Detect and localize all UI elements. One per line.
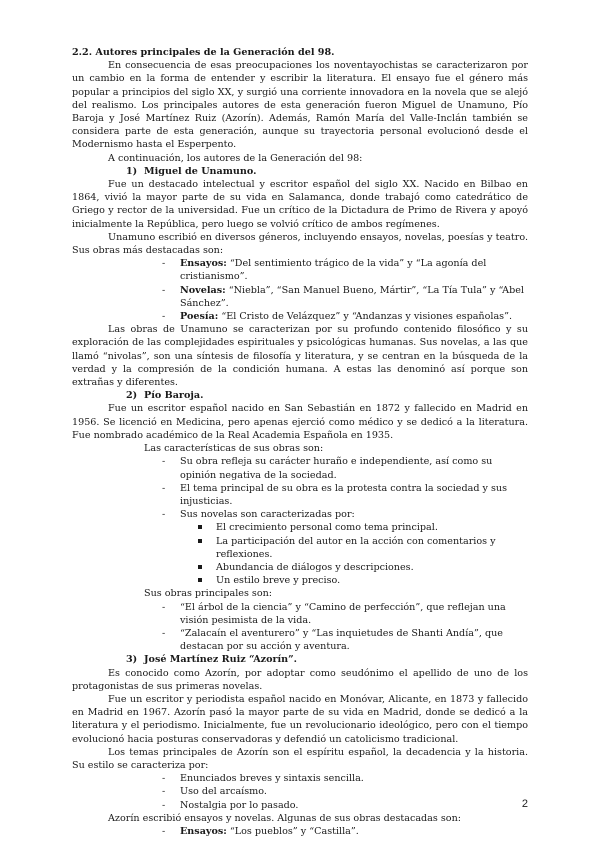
heading-number: 3): [126, 654, 138, 666]
list-item: - Sus novelas son caracterizadas por:: [72, 508, 528, 521]
work-text: “Niebla”, “San Manuel Bueno, Mártir”, “La Tía Tula” y “Abel Sánchez”.: [180, 284, 524, 309]
list-item: [72, 284, 528, 310]
azorin-themes: Los temas principales de Azorín son el espíritu español, la decadencia y la historia. Su estilo se caracteriza por:: [72, 746, 528, 771]
page-number: 2: [521, 798, 528, 810]
list-item: [72, 825, 528, 838]
unamuno-works-list: [72, 257, 528, 323]
baroja-works-intro: Sus obras principales son:: [144, 588, 273, 600]
heading-name: Pío Baroja.: [144, 390, 204, 402]
work-label: Ensayos:: [180, 258, 227, 270]
work-label: Poesía:: [180, 311, 219, 323]
list-item: - “Zalacaín el aventurero” y “Las inquietudes de Shanti Andía”, que destacan por su acción y aventura.: [72, 627, 528, 653]
intro-paragraph: En consecuencia de esas preocupaciones los noventayochistas se caracterizaron por un cambio en la forma de entender y escribir la literatura. El ensayo fue el género más popular a principios del siglo XX, y surgió una corriente innovadora en la novela que se alejó del realismo. Los principales autores de esta generación fueron Miguel de Unamuno, Pío Baroja y José Martínez Ruiz (Azorín). Además, Ramón María del Valle-Inclán también se considera parte de esta generación, aunque su trayectoria personal evolucionó desde el Modernismo hasta el Esperpento.: [72, 60, 528, 151]
list-item: - Nostalgia por lo pasado.: [72, 799, 528, 812]
work-text: “Del sentimiento trágico de la vida” y “La agonía del cristianismo”.: [180, 258, 487, 283]
page-content: [72, 46, 528, 838]
azorin-style-list: [72, 772, 528, 812]
list-item: [72, 310, 528, 323]
list-item: Abundancia de diálogos y descripciones.: [72, 561, 528, 574]
unamuno-bio: Fue un destacado intelectual y escritor español del siglo XX. Nacido en Bilbao en 1864, vivió la mayor parte de su vida en Salamanca, donde trabajó como catedrático de Griego y rector de la universidad. Fue un crítico de la Dictadura de Primo de Rivera y apoyó inicialmente la República, pero luego se volvió crítico de ambos regímenes.: [72, 179, 528, 230]
azorin-works-list: [72, 825, 528, 838]
work-label: Ensayos:: [180, 825, 227, 837]
work-text: “Los pueblos” y “Castilla”.: [226, 825, 359, 837]
unamuno-works-intro: Unamuno escribió en diversos géneros, incluyendo ensayos, novelas, poesías y teatro. Sus obras más destacadas son:: [72, 231, 528, 257]
section-title: 2.2. Autores principales de la Generación del 98.: [72, 47, 335, 58]
heading-baroja: [126, 389, 528, 402]
list-item: El crecimiento personal como tema principal.: [72, 521, 528, 534]
azorin-works-intro: Azorín escribió ensayos y novelas. Algunas de sus obras destacadas son:: [108, 812, 461, 824]
list-item: - Uso del arcaísmo.: [72, 785, 528, 798]
list-item: - El tema principal de su obra es la protesta contra la sociedad y sus injusticias.: [72, 482, 528, 508]
azorin-pseudonym: Es conocido como Azorín, por adoptar como seudónimo el apellido de uno de los protagonistas de sus primeras novelas.: [72, 667, 528, 692]
baroja-characteristics-list: [72, 455, 528, 521]
list-item: [72, 257, 528, 283]
baroja-novel-traits-list: [72, 521, 528, 587]
unamuno-characteristics: Las obras de Unamuno se caracterizan por su profundo contenido filosófico y su exploración de las complejidades espirituales y psicológicas humanas. Sus novelas, a las que llamó “nivolas”, son una síntesis de filosofía y literatura, y se centran en la búsqueda de la verdad y la compresión de la condición humana. A estas las denominó así porque son extrañas y diferentes.: [72, 324, 528, 389]
heading-unamuno: [126, 165, 528, 178]
list-item: - Su obra refleja su carácter huraño e independiente, así como su opinión negativa de la sociedad.: [72, 455, 528, 481]
azorin-bio: Fue un escritor y periodista español nacido en Monóvar, Alicante, en 1873 y fallecido en Madrid en 1967. Azorín pasó la mayor parte de su vida en Madrid, donde se dedicó a la literatura y el periodismo. Inicialmente, fue un revolucionario ideológico, pero con el tiempo evolucionó hacia posturas conservadoras y defendió un catolicismo tradicional.: [72, 693, 528, 745]
heading-name: Miguel de Unamuno.: [144, 165, 257, 177]
baroja-char-intro: Las características de sus obras son:: [144, 443, 324, 455]
heading-name: José Martínez Ruiz “Azorín”.: [144, 654, 298, 666]
list-item: Un estilo breve y preciso.: [72, 574, 528, 587]
heading-number: 2): [126, 390, 138, 402]
work-text: “El Cristo de Velázquez” y “Andanzas y visiones españolas”.: [218, 311, 513, 323]
baroja-bio: Fue un escritor español nacido en San Sebastián en 1872 y fallecido en Madrid en 1956. Se licenció en Medicina, pero apenas ejerció como médico y se dedicó a la literatura. Fue nombrado académico de la Real Academia Española en 1935.: [72, 403, 528, 441]
heading-number: 1): [126, 165, 138, 177]
heading-azorin: [126, 653, 528, 666]
list-item: - “El árbol de la ciencia” y “Camino de perfección”, que reflejan una visión pesimista de la vida.: [72, 601, 528, 627]
baroja-works-list: [72, 601, 528, 654]
intro-line: A continuación, los autores de la Generación del 98:: [108, 152, 363, 164]
list-item: - Enunciados breves y sintaxis sencilla.: [72, 772, 528, 785]
list-item: La participación del autor en la acción con comentarios y reflexiones.: [72, 535, 528, 561]
work-label: Novelas:: [180, 284, 226, 296]
